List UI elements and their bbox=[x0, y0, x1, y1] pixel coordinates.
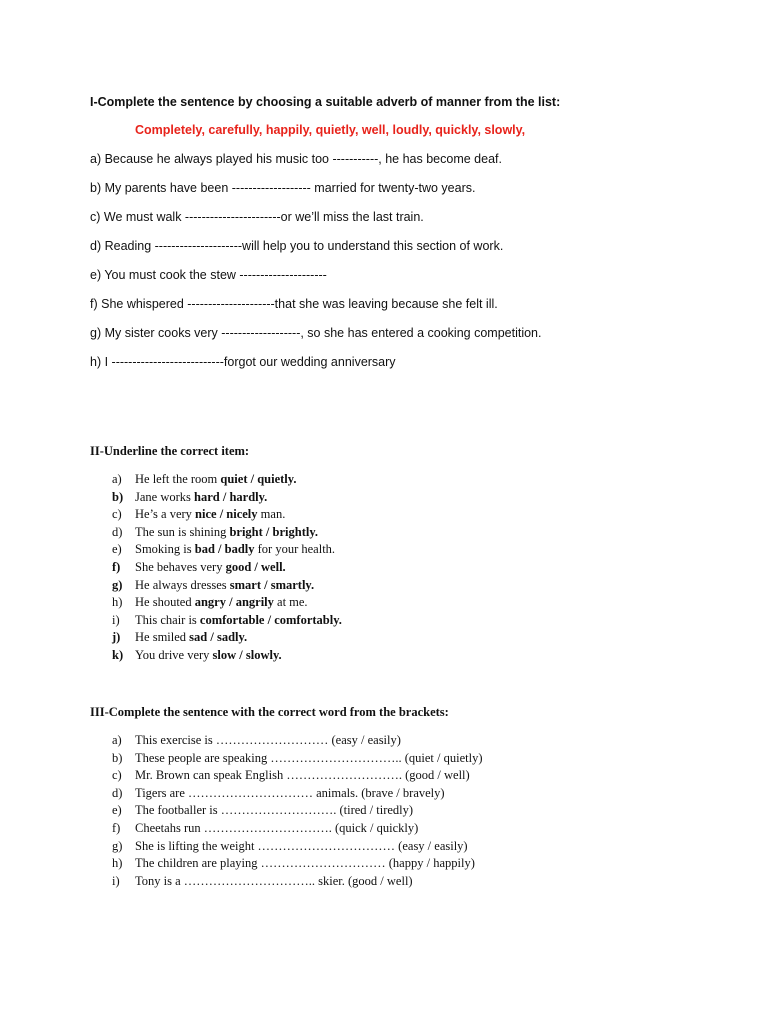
item-options: smart / smartly. bbox=[229, 577, 315, 592]
item-label: d) bbox=[112, 785, 123, 800]
item-text: He’s a very bbox=[135, 507, 196, 522]
item-label: e) bbox=[112, 542, 122, 557]
list-item bbox=[90, 767, 730, 785]
section-2 bbox=[90, 443, 730, 665]
item-text: You drive very bbox=[135, 647, 213, 662]
item-label: k) bbox=[112, 647, 124, 662]
list-item bbox=[90, 750, 730, 768]
item-text: She is lifting the weight …………………………… (easy / easily) bbox=[135, 838, 468, 853]
item-label: e) bbox=[112, 803, 122, 818]
item-label: f) bbox=[112, 559, 121, 574]
item-options: quiet / quietly. bbox=[220, 472, 297, 486]
list-item bbox=[90, 820, 730, 838]
section-3 bbox=[90, 704, 730, 890]
section-3-heading: III-Complete the sentence with the correct word from the brackets: bbox=[90, 705, 449, 719]
list-item bbox=[90, 629, 730, 647]
section-2-list bbox=[90, 471, 730, 665]
item-options: hard / hardly. bbox=[194, 489, 268, 504]
item-text: Mr. Brown can speak English ………………………. (good / well) bbox=[135, 768, 470, 783]
item-label: i) bbox=[112, 873, 120, 888]
item-label: c) bbox=[112, 507, 122, 522]
item-label: c) bbox=[112, 768, 122, 783]
question-g: g) My sister cooks very -------------------, so she has entered a cooking competition. bbox=[90, 326, 542, 340]
item-label: g) bbox=[112, 838, 123, 853]
item-label: b) bbox=[112, 750, 123, 765]
list-item bbox=[90, 471, 730, 489]
list-item bbox=[90, 785, 730, 803]
item-text: Tony is a ………………………….. skier. (good / well) bbox=[135, 873, 413, 888]
list-item bbox=[90, 541, 730, 559]
item-options: angry / angrily bbox=[194, 595, 274, 610]
item-options: bad / badly bbox=[194, 542, 255, 557]
item-text: She behaves very bbox=[135, 559, 226, 574]
item-options: sad / sadly. bbox=[189, 630, 248, 645]
item-options: nice / nicely bbox=[195, 507, 258, 522]
section-1-questions bbox=[90, 151, 730, 370]
list-item bbox=[90, 732, 730, 750]
item-label: g) bbox=[112, 577, 123, 592]
list-item bbox=[90, 524, 730, 542]
item-text: The sun is shining bbox=[135, 524, 230, 539]
item-text: These people are speaking ………………………….. (quiet / quietly) bbox=[135, 750, 483, 765]
list-item bbox=[90, 577, 730, 595]
item-label: h) bbox=[112, 595, 123, 610]
item-label: j) bbox=[112, 630, 121, 645]
item-text-end: for your health. bbox=[254, 542, 336, 557]
item-text: Tigers are ………………………… animals. (brave / bravely) bbox=[135, 785, 445, 800]
item-text: Cheetahs run …………………………. (quick / quickly) bbox=[135, 820, 419, 835]
item-options: slow / slowly. bbox=[212, 647, 282, 662]
item-label: f) bbox=[112, 820, 121, 835]
list-item bbox=[90, 506, 730, 524]
list-item bbox=[90, 855, 730, 873]
item-text: He shouted bbox=[135, 595, 195, 610]
list-item bbox=[90, 594, 730, 612]
item-text: Jane works bbox=[135, 489, 195, 504]
question-e: e) You must cook the stew --------------------- bbox=[90, 268, 327, 282]
item-text: He left the room bbox=[135, 472, 221, 486]
item-text: He always dresses bbox=[135, 577, 230, 592]
question-b: b) My parents have been ------------------- married for twenty-two years. bbox=[90, 181, 476, 195]
item-options: bright / brightly. bbox=[229, 524, 319, 539]
question-h: h) I ---------------------------forgot our wedding anniversary bbox=[90, 355, 396, 369]
section-2-heading: II-Underline the correct item: bbox=[90, 444, 250, 458]
list-item bbox=[90, 612, 730, 630]
item-options: good / well. bbox=[225, 559, 286, 574]
question-f: f) She whispered ---------------------that she was leaving because she felt ill. bbox=[90, 297, 498, 311]
question-d: d) Reading ---------------------will help you to understand this section of work. bbox=[90, 239, 504, 253]
item-text-end: at me. bbox=[273, 595, 308, 610]
section-3-list bbox=[90, 732, 730, 890]
item-text: He smiled bbox=[135, 630, 190, 645]
list-item bbox=[90, 647, 730, 665]
item-label: h) bbox=[112, 856, 123, 871]
item-label: a) bbox=[112, 733, 122, 747]
item-label: b) bbox=[112, 489, 124, 504]
item-text-end: man. bbox=[257, 507, 286, 522]
list-item bbox=[90, 489, 730, 507]
list-item bbox=[90, 559, 730, 577]
question-c: c) We must walk -----------------------or we’ll miss the last train. bbox=[90, 210, 424, 224]
section-1-heading: I-Complete the sentence by choosing a suitable adverb of manner from the list: bbox=[90, 95, 561, 109]
item-label: d) bbox=[112, 524, 123, 539]
item-label: i) bbox=[112, 612, 120, 627]
item-text: The children are playing ………………………… (happy / happily) bbox=[135, 856, 475, 871]
item-text: This chair is bbox=[135, 612, 200, 627]
list-item bbox=[90, 873, 730, 891]
item-text: The footballer is ………………………. (tired / tiredly) bbox=[135, 803, 414, 818]
list-item bbox=[90, 802, 730, 820]
section-1 bbox=[90, 94, 730, 370]
item-text: Smoking is bbox=[135, 542, 195, 557]
list-item bbox=[90, 838, 730, 856]
adverb-word-list: Completely, carefully, happily, quietly, well, loudly, quickly, slowly, bbox=[135, 123, 526, 137]
item-options: comfortable / comfortably. bbox=[199, 612, 342, 627]
item-label: a) bbox=[112, 472, 122, 486]
item-text: This exercise is ……………………… (easy / easily) bbox=[135, 733, 401, 747]
question-a: a) Because he always played his music too -----------, he has become deaf. bbox=[90, 152, 502, 166]
